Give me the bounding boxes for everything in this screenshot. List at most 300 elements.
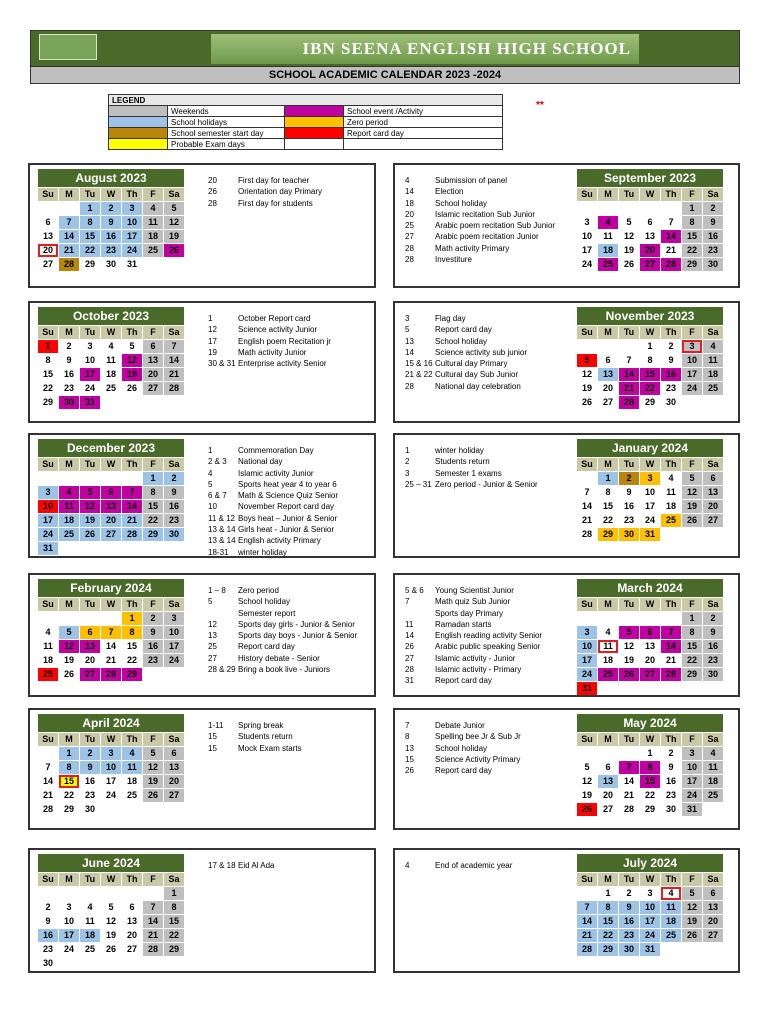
event-text: Sports day girls - Junior & Senior [238,619,355,629]
day-cell: 23 [619,514,639,527]
event-text: Spring break [238,721,284,730]
day-header: F [143,326,163,339]
event-item [208,324,331,335]
day-cell: 15 [38,368,58,381]
event-text: History debate - Senior [238,653,320,663]
day-cell: 11 [598,230,618,243]
event-text: Zero period [238,586,279,595]
event-text: Ramadan starts [435,619,492,629]
day-cell: 7 [164,340,184,353]
event-date: 20 [405,209,414,219]
day-cell: 10 [577,230,597,243]
day-cell: 14 [122,500,142,513]
event-list [208,175,322,209]
day-cell: 14 [661,230,681,243]
day-header: Th [122,188,142,201]
legend-label: School holidays [168,117,285,128]
empty-cell [598,682,618,695]
month-grid [577,873,723,956]
event-item [405,468,538,479]
day-cell: 16 [619,915,639,928]
day-cell: 21 [164,368,184,381]
day-header: W [640,188,660,201]
event-date: 3 [405,468,410,478]
day-header: Sa [703,598,723,611]
day-cell: 13 [598,368,618,381]
day-cell: 27 [101,528,121,541]
day-cell: 30 [703,258,723,271]
day-cell: 27 [80,668,100,681]
empty-cell [164,258,184,271]
day-cell: 10 [164,626,184,639]
day-cell: 16 [101,230,121,243]
month-calendar [577,579,723,695]
legend-header: LEGEND [109,95,503,106]
day-cell: 9 [80,761,100,774]
empty-cell [598,747,618,760]
event-list [405,175,555,265]
day-cell: 22 [38,382,58,395]
empty-cell [101,957,121,970]
day-cell: 7 [577,901,597,914]
day-cell: 13 [703,901,723,914]
day-cell: 5 [164,202,184,215]
month-panel [28,573,376,697]
event-date: 15 [405,754,414,764]
day-cell: 12 [619,230,639,243]
day-cell: 7 [143,901,163,914]
empty-cell [703,682,723,695]
day-header: Tu [80,458,100,471]
event-item [405,731,521,742]
day-cell: 11 [122,761,142,774]
event-item [405,585,542,596]
event-date: 4 [405,861,410,870]
day-cell: 6 [101,486,121,499]
day-cell: 4 [661,472,681,485]
month-title: September 2023 [577,169,723,187]
day-header: M [598,458,618,471]
day-cell: 25 [122,789,142,802]
empty-cell [640,612,660,625]
day-cell: 22 [682,654,702,667]
day-cell: 16 [59,368,79,381]
day-cell: 30 [101,258,121,271]
day-header: Th [122,598,142,611]
month-calendar [577,307,723,409]
event-date: 17 [208,336,217,346]
day-cell: 2 [703,202,723,215]
event-date: 4 [208,468,213,478]
month-panel [393,848,740,973]
day-cell: 27 [598,396,618,409]
day-cell: 31 [38,542,58,555]
event-text: Students return [435,457,490,467]
event-item [208,535,338,546]
day-cell: 19 [577,789,597,802]
day-cell: 17 [640,500,660,513]
event-item [405,675,542,686]
event-date: 1 – 8 [208,586,226,595]
day-cell: 4 [143,202,163,215]
empty-cell [682,396,702,409]
event-date: 1 [208,446,213,455]
event-date: 13 [208,631,217,641]
day-cell: 29 [640,803,660,816]
event-date: 28 [405,243,414,253]
day-cell: 23 [80,789,100,802]
day-header: Th [661,733,681,746]
day-cell: 2 [619,472,639,485]
day-header: W [101,326,121,339]
event-item [405,313,527,324]
empty-cell [143,957,163,970]
day-cell: 3 [80,340,100,353]
event-text: Flag day [435,314,466,323]
empty-cell [703,803,723,816]
day-cell: 30 [164,528,184,541]
event-date: 5 [208,597,213,607]
event-text: Orientation day Primary [238,187,323,197]
day-cell: 13 [703,486,723,499]
day-header: Th [661,188,681,201]
day-header: Su [577,188,597,201]
day-cell: 26 [122,382,142,395]
empty-cell [143,887,163,900]
event-date: 14 [405,347,414,357]
day-header: Tu [80,188,100,201]
empty-cell [59,612,79,625]
day-header: Tu [80,733,100,746]
event-item [405,456,538,467]
event-date: 2 [405,457,410,467]
event-text: winter holiday [435,446,484,455]
month-calendar [38,714,184,816]
event-date: 1-11 [208,721,224,730]
day-cell: 3 [59,901,79,914]
event-date: 6 & 7 [208,491,227,501]
day-cell: 12 [59,640,79,653]
event-text: Cultural day Primary [435,359,508,369]
day-header: Sa [703,326,723,339]
day-header: Tu [619,458,639,471]
empty-cell [682,682,702,695]
day-cell: 23 [38,943,58,956]
day-cell: 4 [661,887,681,900]
day-cell: 12 [577,368,597,381]
day-cell: 1 [682,612,702,625]
empty-cell [38,612,58,625]
day-cell: 14 [619,775,639,788]
event-date: 26 [405,766,414,776]
day-cell: 9 [101,216,121,229]
day-cell: 9 [703,216,723,229]
day-cell: 4 [598,626,618,639]
day-cell: 9 [38,915,58,928]
event-item [208,585,357,596]
day-cell: 15 [682,230,702,243]
day-header: Tu [619,188,639,201]
day-cell: 5 [122,340,142,353]
empty-cell [164,668,184,681]
month-calendar [577,854,723,956]
day-cell: 16 [661,368,681,381]
day-cell: 5 [101,901,121,914]
event-item [405,743,521,754]
event-item [405,347,527,358]
day-cell: 26 [577,803,597,816]
day-cell: 1 [598,472,618,485]
day-header: Th [661,598,681,611]
event-item [405,243,555,254]
event-item [208,720,302,731]
event-item [405,231,555,242]
month-grid [38,733,184,816]
day-cell: 18 [38,654,58,667]
event-date: 10 [208,502,217,512]
day-cell: 4 [80,901,100,914]
event-item [405,860,512,871]
day-cell: 23 [619,929,639,942]
day-cell: 1 [164,887,184,900]
event-list [208,720,302,754]
event-item [405,641,542,652]
empty-cell [122,472,142,485]
day-cell: 2 [38,901,58,914]
event-item [405,175,555,186]
day-cell: 2 [703,612,723,625]
legend-swatch-holidays [109,117,168,128]
day-cell: 12 [619,640,639,653]
month-title: March 2024 [577,579,723,597]
event-item [405,198,555,209]
month-panel [393,573,740,697]
event-item [405,664,542,675]
event-item [208,336,331,347]
day-header: W [101,598,121,611]
day-cell: 29 [59,803,79,816]
day-cell: 3 [640,887,660,900]
event-date: 31 [405,676,414,686]
event-date: 11 & 12 [208,513,235,523]
day-header: F [682,188,702,201]
day-header: Th [122,326,142,339]
empty-cell [598,340,618,353]
day-cell: 6 [703,887,723,900]
day-cell: 6 [80,626,100,639]
month-grid [38,598,184,681]
day-cell: 20 [598,382,618,395]
event-text: Science activity Junior [238,325,318,335]
empty-cell [101,803,121,816]
event-text: Semester 1 exams [435,468,502,478]
event-text: National day [238,457,283,467]
day-cell: 23 [661,382,681,395]
month-calendar [38,854,184,970]
day-cell: 27 [38,258,58,271]
day-cell: 3 [122,202,142,215]
day-cell: 15 [164,915,184,928]
day-cell: 6 [38,216,58,229]
empty-cell [59,957,79,970]
day-cell: 8 [143,486,163,499]
empty-cell [122,803,142,816]
day-cell: 18 [703,775,723,788]
month-calendar [38,307,184,409]
month-panel [393,163,740,288]
day-cell: 9 [661,761,681,774]
day-cell: 5 [682,472,702,485]
event-text: Debate Junior [435,721,485,730]
day-cell: 21 [577,929,597,942]
day-cell: 29 [598,943,618,956]
month-title: December 2023 [38,439,184,457]
day-cell: 19 [577,382,597,395]
day-header: Sa [164,326,184,339]
day-cell: 21 [59,244,79,257]
event-text: Mock Exam starts [238,743,302,753]
month-title: November 2023 [577,307,723,325]
event-text: Arabic public speaking Senior [435,642,541,652]
day-cell: 2 [619,887,639,900]
day-cell: 11 [598,640,618,653]
empty-cell [577,202,597,215]
day-cell: 1 [59,747,79,760]
event-list [405,585,542,687]
day-cell: 29 [640,396,660,409]
day-cell: 25 [143,244,163,257]
day-cell: 13 [143,354,163,367]
event-date: 18 [405,198,414,208]
day-cell: 16 [80,775,100,788]
event-date: 20 [208,176,217,185]
day-cell: 16 [661,775,681,788]
event-date: 14 [405,631,414,641]
month-calendar [38,439,184,555]
day-cell: 9 [661,354,681,367]
day-cell: 26 [619,668,639,681]
day-cell: 19 [619,244,639,257]
event-text: Math & Science Quiz Senior [238,491,339,501]
day-cell: 5 [143,747,163,760]
month-panel [393,708,740,830]
day-header: Th [661,458,681,471]
empty-cell [661,612,681,625]
event-item [208,860,274,871]
day-cell: 16 [703,640,723,653]
day-header: M [59,733,79,746]
event-item [405,254,555,265]
empty-cell [80,472,100,485]
legend-label: Weekends [168,106,285,117]
day-cell: 24 [101,789,121,802]
school-logo [39,34,97,60]
day-cell: 23 [59,382,79,395]
event-text: Spelling bee Jr & Sub Jr [435,732,521,742]
day-header: W [640,458,660,471]
day-header: Su [577,733,597,746]
day-cell: 13 [122,915,142,928]
day-cell: 9 [619,486,639,499]
month-grid [38,326,184,409]
day-cell: 31 [682,803,702,816]
event-item [208,664,357,675]
event-date: 25 [208,642,217,652]
day-cell: 1 [80,202,100,215]
day-header: W [101,458,121,471]
event-date: 26 [405,642,414,652]
day-cell: 30 [80,803,100,816]
day-header: Su [38,458,58,471]
day-header: F [143,733,163,746]
day-cell: 17 [682,775,702,788]
event-date: 3 [405,314,410,323]
empty-cell [703,396,723,409]
event-text: Commemoration Day [238,446,314,455]
legend-swatch-semester [109,128,168,139]
day-cell: 13 [101,500,121,513]
event-item [208,731,302,742]
event-text: winter holiday [238,547,287,557]
day-cell: 26 [80,528,100,541]
event-item [405,358,527,369]
event-date: 13 & 14 [208,536,236,546]
day-header: M [598,873,618,886]
event-text: School holiday [435,198,488,208]
event-date: 15 [208,732,217,742]
empty-cell [577,887,597,900]
event-date: 27 [405,653,414,663]
day-cell: 3 [682,340,702,353]
day-cell: 23 [703,654,723,667]
day-cell: 25 [598,668,618,681]
month-grid [577,598,723,695]
day-cell: 19 [122,368,142,381]
day-cell: 1 [122,612,142,625]
day-cell: 14 [38,775,58,788]
event-text: Eid Al Ada [238,861,275,870]
month-title: January 2024 [577,439,723,457]
event-item [405,369,527,380]
month-panel [28,301,376,423]
event-item [208,501,338,512]
empty-cell [164,542,184,555]
day-cell: 12 [682,486,702,499]
day-cell: 9 [619,901,639,914]
month-title: August 2023 [38,169,184,187]
day-cell: 25 [38,668,58,681]
day-cell: 15 [80,230,100,243]
day-cell: 17 [682,368,702,381]
day-cell: 14 [164,354,184,367]
day-cell: 6 [598,354,618,367]
event-item [405,608,542,619]
empty-cell [59,887,79,900]
day-cell: 28 [122,528,142,541]
day-cell: 27 [640,258,660,271]
empty-cell [59,202,79,215]
day-cell: 5 [577,761,597,774]
day-cell: 18 [122,775,142,788]
event-date: 13 [405,336,414,346]
day-cell: 1 [640,747,660,760]
day-cell: 28 [661,258,681,271]
day-header: Su [38,733,58,746]
event-text: English activity Primary [238,536,321,546]
day-cell: 9 [59,354,79,367]
event-text: Math quiz Sub Junior [435,597,511,607]
day-cell: 24 [640,514,660,527]
